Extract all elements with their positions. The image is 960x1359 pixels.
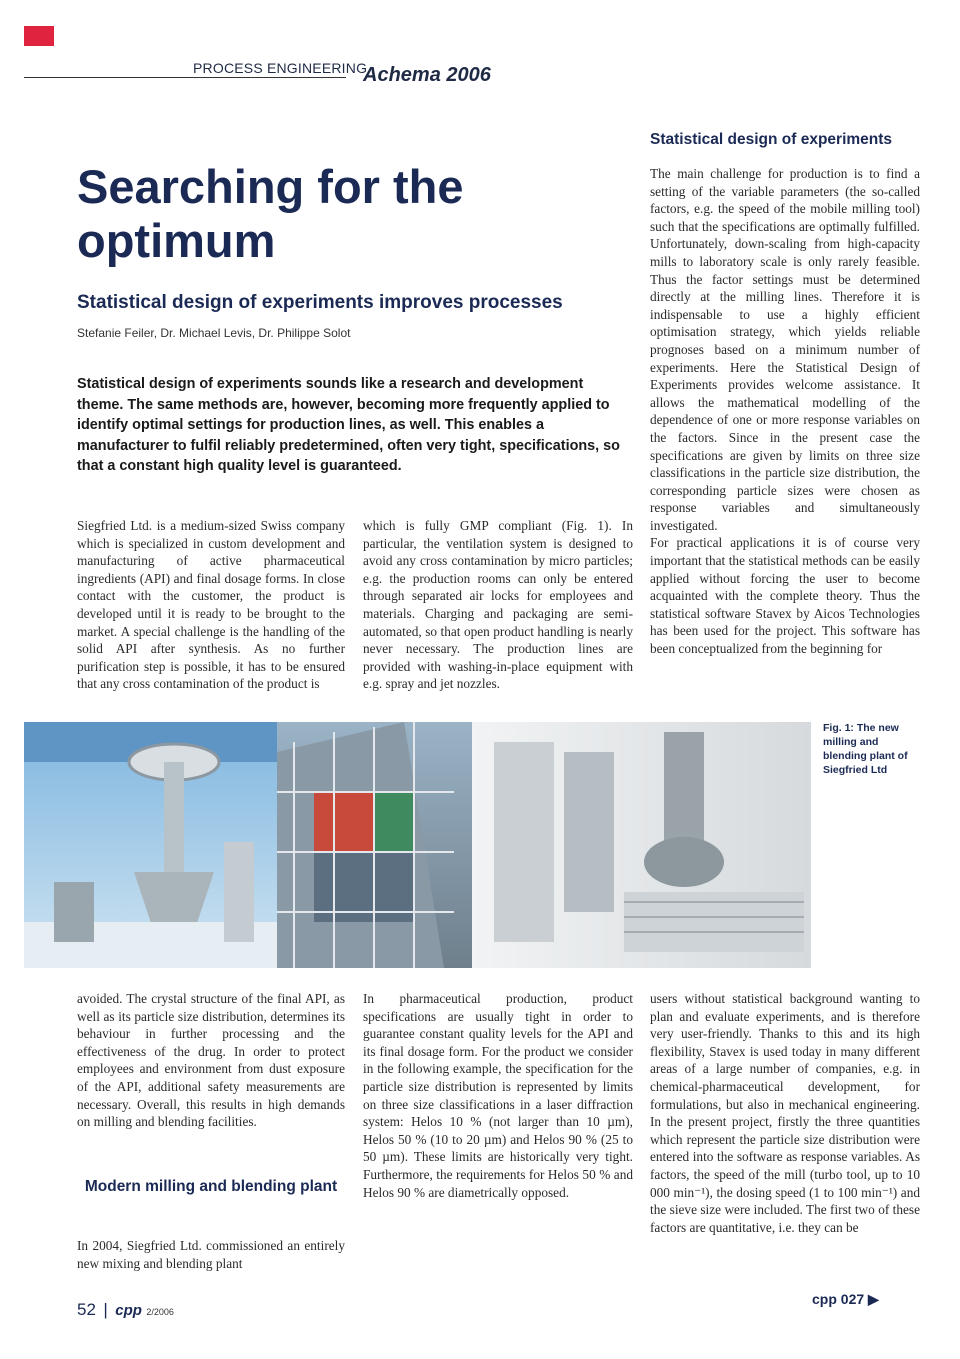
figure-1-photo	[24, 722, 811, 968]
doe-paragraph-1: The main challenge for production is to find a setting of the variable parameters (the so-called factors, e.g. the speed of the mobile milling tool) such that the specifications are optimally fulfilled. Unfortunately, down-scaling from high-capacity mills to laboratory scale is only rarely feasible. Thus the factor settings must be determined directly at the milling lines. Therefore it is indispensable to use a highly efficient optimisation strategy, which yields reliable prognoses based on a minimum number of experiments. Here the Statistical Design of Experiments provides welcome assistance. It allows the mathematical modelling of the dependence of one or more response variables on the factors. Since in the present case the specifications are given by limits on three size classifications in the particle size distribution, the corresponding particle sizes were chosen as response variables and simultaneously investigated.	[650, 166, 920, 533]
article-title	[77, 160, 547, 268]
page-number: 52	[77, 1300, 96, 1319]
section-heading-milling: Modern milling and blending plant	[84, 1178, 338, 1195]
title-line-2: optimum	[77, 214, 276, 267]
footer-divider: |	[103, 1300, 108, 1319]
section-color-tab	[24, 26, 54, 46]
article-subtitle: Statistical design of experiments improves processes	[77, 292, 563, 313]
event-label: Achema 2006	[363, 64, 491, 86]
body-column-1-top: Siegfried Ltd. is a medium-sized Swiss company which is specialized in custom development and manufacturing of active pharmaceutical ingredients (API) and final dosage forms. In close contact with the customer, the product is developed until it is ready to be brought to the market. A special challenge is the handling of the solid API after synthesis. As no further purification step is possible, it has to be ensured that any cross contamination of the product is	[77, 518, 345, 692]
body-column-1-bottom: avoided. The crystal structure of the final API, as well as its particle size distribution, determines its behaviour in further processing and the effectiveness of the drug. In order to protect employees and environment from dust exposure of the API, additional safety measurements are necessary. Overall, this results in high demands on milling and blending facilities.	[77, 991, 345, 1130]
body-column-3-top	[650, 165, 920, 658]
body-column-2-bottom: In pharmaceutical production, product specifications are usually tight in order to guarantee constant quality levels for the API and its final dosage form. For the product we consider in the following example, the specification for the particle size distribution is represented by limits on three size classifications in a laser diffraction system: Helos 10 % (not larger than 10 µm), Helos 50 % (10 to 20 µm) and Helos 90 % (25 to 50 µm). These limits are historically very tight. Furthermore, the requirements for Helos 50 % and Helos 90 % are diametrically opposed.	[363, 991, 633, 1200]
article-authors: Stefanie Feiler, Dr. Michael Levis, Dr. Philippe Solot	[77, 326, 351, 340]
title-line-1: Searching for the	[77, 160, 464, 213]
body-column-2-top: which is fully GMP compliant (Fig. 1). In particular, the ventilation system is designed to avoid any cross contamination by micro particles; e.g. the production rooms can only be entered through separated air locks for employees and materials. Charging and packaging are semi-automated, so that open product handling is nearly never necessary. The production lines are provided with washing-in-place equipment with e.g. spray and jet nozzles.	[363, 518, 633, 692]
header-rule	[24, 77, 346, 78]
issue-number: 2/2006	[146, 1307, 174, 1317]
continued-reference: cpp 027 ▶	[812, 1291, 879, 1307]
section-label: PROCESS ENGINEERING	[193, 60, 368, 76]
body-column-3-bottom: users without statistical background wanting to plan and evaluate experiments, and is therefore very user-friendly. Thanks to this and its high flexibility, Stavex is used today in many different areas of a large number of companies, e.g. in chemical-pharmaceutical development, for formulations, but also in mechanical engineering. In the present project, firstly the three quantities which represent the particle size distribution were entered into the software as response variables. As factors, the speed of the mill (turbo tool, up to 10 000 min⁻¹), the dosing speed (1 to 100 min⁻¹) and the sieve size were included. The first two of these factors are quantitative, i.e. they can be	[650, 991, 920, 1235]
article-lead: Statistical design of experiments sounds like a research and development theme. The same methods are, however, becoming more frequently applied to identify optimal settings for production lines, as well. This enables a manufacturer to fulfil reliably predetermined, often very tight, specifications, so that a constant high quality level is guaranteed.	[77, 376, 620, 474]
section-heading-doe: Statistical design of experiments	[650, 131, 893, 148]
brand-logo: cpp	[115, 1302, 142, 1319]
page-footer	[77, 1300, 174, 1320]
figure-1-caption: Fig. 1: The new milling and blending plant of Siegfried Ltd	[823, 722, 908, 776]
doe-paragraph-2: For practical applications it is of course very important that the statistical methods can be easily applied without forcing the user to become acquainted with the complete theory. Thus the statistical software Stavex by Aicos Technologies has been used for the project. This software has been conceptualized from the beginning for	[650, 535, 920, 657]
body-column-1-continuation: In 2004, Siegfried Ltd. commissioned an entirely new mixing and blending plant	[77, 1238, 345, 1271]
plant-photo-collage	[24, 722, 811, 968]
